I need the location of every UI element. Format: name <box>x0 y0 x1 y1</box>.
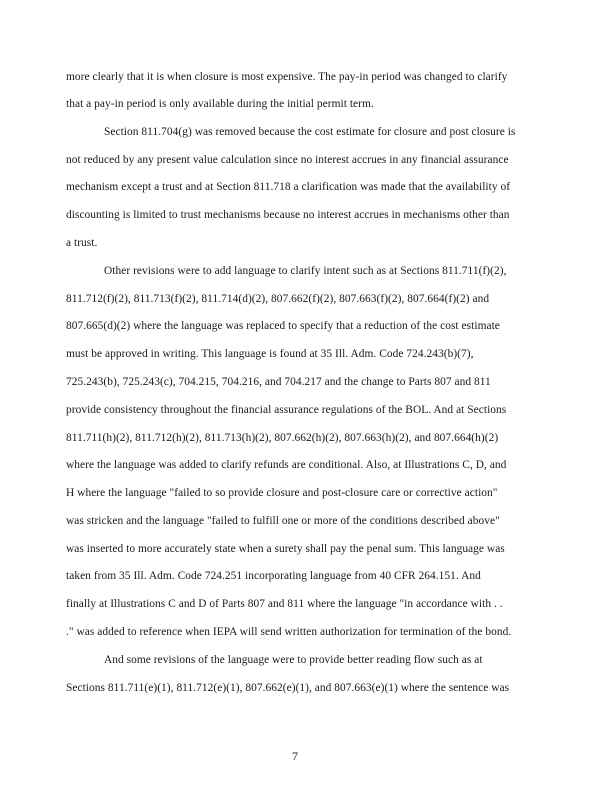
text-line: taken from 35 Ill. Adm. Code 724.251 incorporating language from 40 CFR 264.151. And <box>66 570 481 582</box>
text-line: not reduced by any present value calculation since no interest accrues in any financial assurance <box>66 154 509 166</box>
text-line: a trust. <box>66 237 98 249</box>
text-line: was stricken and the language "failed to fulfill one or more of the conditions described above" <box>66 515 500 527</box>
text-line: 811.712(f)(2), 811.713(f)(2), 811.714(d)(2), 807.662(f)(2), 807.663(f)(2), 807.664(f)(2) and <box>66 293 490 305</box>
text-line: 807.665(d)(2) where the language was replaced to specify that a reduction of the cost estimate <box>66 320 500 332</box>
text-line: provide consistency throughout the financial assurance regulations of the BOL. And at Sections <box>66 404 507 416</box>
text-line: more clearly that it is when closure is most expensive. The pay-in period was changed to clarify <box>66 71 508 83</box>
text-line: mechanism except a trust and at Section 811.718 a clarification was made that the availability of <box>66 181 511 193</box>
text-line: that a pay-in period is only available during the initial permit term. <box>66 98 374 110</box>
text-line: discounting is limited to trust mechanisms because no interest accrues in mechanisms other than <box>66 209 510 221</box>
text-line: H where the language "failed to so provide closure and post-closure care or corrective action" <box>66 487 498 499</box>
text-line: ." was added to reference when IEPA will send written authorization for termination of the bond. <box>66 626 512 638</box>
text-line: must be approved in writing. This language is found at 35 Ill. Adm. Code 724.243(b)(7), <box>66 348 474 360</box>
text-line: Other revisions were to add language to clarify intent such as at Sections 811.711(f)(2), <box>104 265 507 277</box>
page-number: 7 <box>292 749 298 763</box>
text-line: finally at Illustrations C and D of Parts 807 and 811 where the language "in accordance with . . <box>66 598 503 610</box>
text-line: where the language was added to clarify refunds are conditional. Also, at Illustrations C, D, and <box>66 459 507 471</box>
text-line: Section 811.704(g) was removed because the cost estimate for closure and post closure is <box>104 126 516 138</box>
text-line: 811.711(h)(2), 811.712(h)(2), 811.713(h)(2), 807.662(h)(2), 807.663(h)(2), and 807.664(h)(2) <box>66 432 499 444</box>
text-line: Sections 811.711(e)(1), 811.712(e)(1), 807.662(e)(1), and 807.663(e)(1) where the sentence was <box>66 682 510 694</box>
text-line: And some revisions of the language were to provide better reading flow such as at <box>104 654 483 666</box>
text-line: was inserted to more accurately state when a surety shall pay the penal sum. This language was <box>66 543 505 555</box>
text-line: 725.243(b), 725.243(c), 704.215, 704.216, and 704.217 and the change to Parts 807 and 811 <box>66 376 491 388</box>
